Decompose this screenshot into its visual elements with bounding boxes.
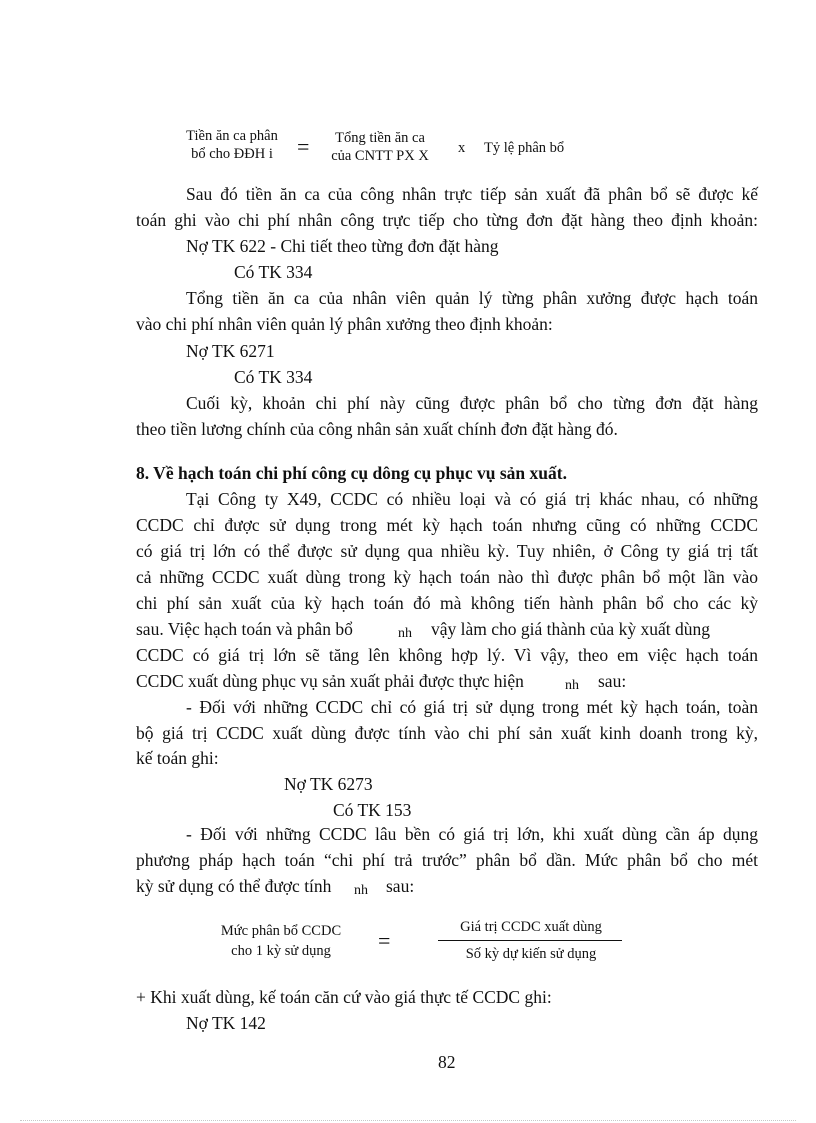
formula1-lhs-line1: Tiền ăn ca phân xyxy=(186,128,278,144)
section8-line-4: cả những CCDC xuất dùng trong kỳ hạch toán nào thì được phân bổ một lần vào xyxy=(136,567,758,587)
formula2-lhs-line1: Mức phân bổ CCDC xyxy=(220,923,342,939)
para-small-line3: kế toán ghi: xyxy=(136,748,219,768)
para-large-nh: nh xyxy=(354,883,368,898)
formula1-factor: Tỷ lệ phân bổ xyxy=(484,140,565,156)
section8-line-5: chi phí sản xuất của kỳ hạch toán đó mà không tiến hành phân bổ cho các kỳ xyxy=(136,593,758,613)
formula2-equals: = xyxy=(378,928,391,953)
para-small-line1: - Đối với những CCDC chỉ có giá trị sử dụng trong mét kỳ hạch toán, toàn xyxy=(186,697,758,717)
section8-line-6b: vậy làm cho giá thành của kỳ xuất dùng xyxy=(431,619,710,639)
entry3-credit: Có TK 153 xyxy=(333,800,412,820)
formula2-denominator: Số kỳ dự kiến sử dụng xyxy=(465,946,597,962)
formula1-rhs-line1: Tổng tiền ăn ca xyxy=(335,130,425,146)
entry1-credit: Có TK 334 xyxy=(234,262,313,282)
para3-line2: theo tiền lương chính của công nhân sản xuất chính đơn đặt hàng đó. xyxy=(136,419,618,439)
entry3-debit: Nợ TK 6273 xyxy=(284,774,373,794)
formula2-fraction-bar xyxy=(438,940,622,941)
section8-nh-1: nh xyxy=(398,626,412,641)
section8-line-2: CCDC chỉ được sử dụng trong mét kỳ hạch toán nhưng cũng có những CCDC xyxy=(136,515,758,535)
entry1-debit: Nợ TK 622 - Chi tiết theo từng đơn đặt hàng xyxy=(186,236,499,256)
entry2-credit: Có TK 334 xyxy=(234,367,313,387)
section8-line-8a: CCDC xuất dùng phục vụ sản xuất phải được thực hiện xyxy=(136,671,524,691)
section8-heading: 8. Về hạch toán chi phí công cụ dông cụ phục vụ sản xuất. xyxy=(136,463,567,483)
para-large-line3-post: sau: xyxy=(386,876,415,896)
section8-line-7: CCDC có giá trị lớn sẽ tăng lên không hợp lý. Vì vậy, theo em việc hạch toán xyxy=(136,645,758,665)
para2-line1: Tổng tiền ăn ca của nhân viên quản lý từng phân xưởng được hạch toán xyxy=(186,288,758,308)
page-bottom-rule xyxy=(20,1120,796,1121)
formula1-equals: = xyxy=(297,134,310,159)
page-number: 82 xyxy=(438,1052,456,1072)
section8-line-8b: sau: xyxy=(598,671,627,691)
formula1-times: x xyxy=(458,140,466,156)
para-small-line2: bộ giá trị CCDC xuất dùng được tính vào chi phí sản xuất kinh doanh trong kỳ, xyxy=(136,723,758,743)
para3-line1: Cuối kỳ, khoản chi phí này cũng được phân bổ cho từng đơn đặt hàng xyxy=(186,393,758,413)
para2-line2: vào chi phí nhân viên quản lý phân xưởng theo định khoản: xyxy=(136,314,553,334)
formula2-lhs-line2: cho 1 kỳ sử dụng xyxy=(231,943,331,959)
formula1-lhs-line2: bổ cho ĐĐH i xyxy=(191,146,273,162)
para-large-line2: phương pháp hạch toán “chi phí trả trước” phân bổ dần. Mức phân bổ cho mét xyxy=(136,850,758,870)
section8-line-3: có giá trị lớn có thể được sử dụng qua nhiều kỳ. Tuy nhiên, ở Công ty giá trị tất xyxy=(136,541,758,561)
para1-line1: Sau đó tiền ăn ca của công nhân trực tiếp sản xuất đã phân bổ sẽ được kế xyxy=(186,184,758,204)
formula1-rhs-line2: của CNTT PX X xyxy=(331,148,429,164)
para-large-line1: - Đối với những CCDC lâu bền có giá trị lớn, khi xuất dùng cần áp dụng xyxy=(186,824,758,844)
para1-line2: toán ghi vào chi phí nhân công trực tiếp cho từng đơn đặt hàng theo định khoản: xyxy=(136,210,758,230)
para-last: + Khi xuất dùng, kế toán căn cứ vào giá thực tế CCDC ghi: xyxy=(136,987,552,1007)
section8-line-6a: sau. Việc hạch toán và phân bổ xyxy=(136,619,353,639)
section8-nh-2: nh xyxy=(565,678,579,693)
para-large-line3-pre: kỳ sử dụng có thể được tính xyxy=(136,876,332,896)
formula2-numerator: Giá trị CCDC xuất dùng xyxy=(460,919,602,935)
entry4-debit: Nợ TK 142 xyxy=(186,1013,266,1033)
entry2-debit: Nợ TK 6271 xyxy=(186,341,275,361)
section8-line-1: Tại Công ty X49, CCDC có nhiều loại và có giá trị khác nhau, có những xyxy=(186,489,758,509)
